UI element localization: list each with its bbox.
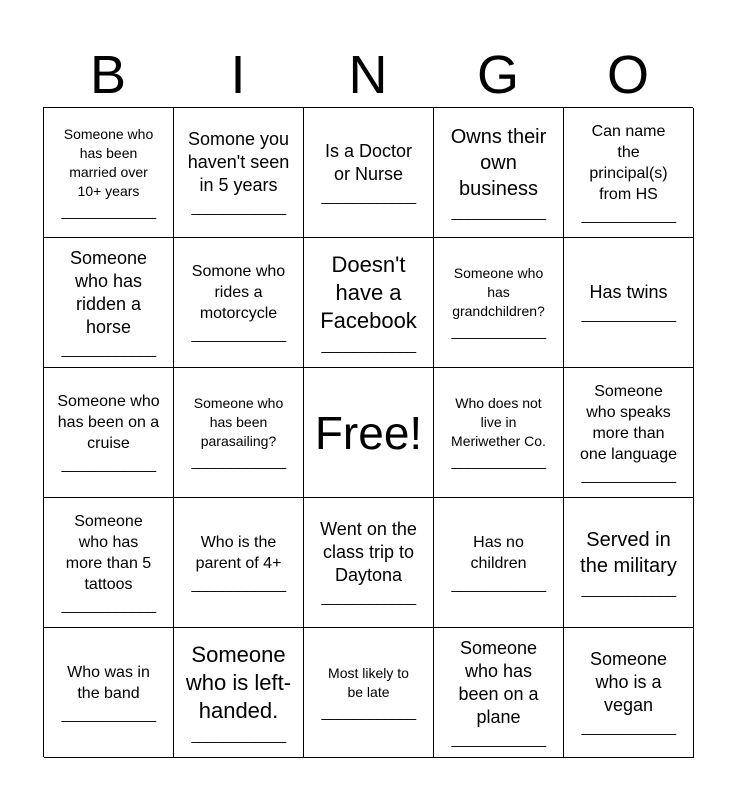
signature-line: ____________ bbox=[61, 596, 156, 614]
bingo-cell[interactable] bbox=[434, 498, 564, 628]
cell-prompt: Has twins bbox=[589, 282, 668, 302]
header-letter-i: I bbox=[230, 45, 246, 105]
cell-prompt: Someone who speaks more than one language bbox=[580, 382, 677, 463]
cell-prompt: Someone who has more than 5 tattoos bbox=[65, 512, 152, 593]
bingo-cell[interactable] bbox=[304, 498, 434, 628]
cell-prompt: Somone who rides a motorcycle bbox=[191, 263, 286, 322]
signature-line: ____________ bbox=[321, 589, 416, 606]
bingo-cell[interactable] bbox=[44, 108, 174, 238]
signature-line: ____________ bbox=[581, 306, 676, 323]
signature-line: ____________ bbox=[451, 203, 546, 221]
bingo-cell[interactable] bbox=[174, 238, 304, 368]
bingo-cell[interactable] bbox=[44, 628, 174, 758]
bingo-cell[interactable] bbox=[434, 628, 564, 758]
cell-prompt: Someone who has grandchildren? bbox=[452, 265, 545, 319]
cell-prompt: Can name the principal(s) from HS bbox=[589, 122, 668, 203]
bingo-cell[interactable] bbox=[174, 368, 304, 498]
cell-prompt: Somone you haven't seen in 5 years bbox=[187, 129, 290, 195]
cell-prompt: Who does not live in Meriwether Co. bbox=[451, 395, 546, 449]
bingo-cell[interactable] bbox=[304, 628, 434, 758]
bingo-grid bbox=[43, 107, 693, 757]
signature-line: ____________ bbox=[321, 336, 416, 354]
cell-prompt: Someone who is left- handed. bbox=[185, 641, 292, 723]
signature-line: ____________ bbox=[191, 575, 286, 593]
bingo-cell[interactable] bbox=[174, 628, 304, 758]
bingo-cell[interactable] bbox=[434, 368, 564, 498]
signature-line: ____________ bbox=[581, 580, 676, 598]
signature-line: ____________ bbox=[451, 323, 546, 340]
signature-line: ____________ bbox=[451, 453, 546, 470]
cell-prompt: Someone who has ridden a horse bbox=[69, 247, 148, 337]
bingo-cell[interactable] bbox=[44, 238, 174, 368]
signature-line: ____________ bbox=[61, 456, 156, 473]
free-space-label: Free! bbox=[314, 406, 423, 459]
cell-prompt: Doesn't have a Facebook bbox=[320, 251, 417, 333]
signature-line: ____________ bbox=[451, 575, 546, 593]
bingo-cell[interactable] bbox=[564, 238, 694, 368]
bingo-cell[interactable] bbox=[434, 238, 564, 368]
bingo-cell[interactable] bbox=[564, 628, 694, 758]
cell-prompt: Someone who has been parasailing? bbox=[193, 395, 284, 449]
bingo-cell[interactable] bbox=[564, 368, 694, 498]
cell-prompt: Someone who is a vegan bbox=[589, 649, 668, 715]
cell-prompt: Someone who has been on a cruise bbox=[57, 393, 160, 452]
cell-prompt: Who is the parent of 4+ bbox=[195, 533, 282, 572]
header-letter-n: N bbox=[348, 45, 388, 105]
cell-prompt: Owns their own business bbox=[450, 125, 547, 200]
bingo-cell[interactable] bbox=[304, 238, 434, 368]
signature-line: ____________ bbox=[581, 206, 676, 224]
cell-prompt: Has no children bbox=[470, 533, 527, 572]
bingo-cell[interactable] bbox=[174, 498, 304, 628]
bingo-cell[interactable] bbox=[44, 368, 174, 498]
signature-line: ____________ bbox=[321, 703, 416, 721]
signature-line: ____________ bbox=[451, 730, 546, 748]
signature-line: ____________ bbox=[191, 726, 286, 744]
cell-prompt: Is a Doctor or Nurse bbox=[324, 140, 413, 184]
bingo-cell[interactable] bbox=[564, 108, 694, 238]
cell-prompt: Who was in the band bbox=[67, 663, 150, 702]
bingo-cell[interactable] bbox=[174, 108, 304, 238]
signature-line: ____________ bbox=[191, 199, 286, 216]
signature-line: ____________ bbox=[581, 719, 676, 736]
cell-prompt: Served in the military bbox=[580, 528, 677, 577]
cell-prompt: Someone who has been on a plane bbox=[458, 637, 539, 727]
bingo-cell[interactable] bbox=[44, 498, 174, 628]
header-letter-g: G bbox=[476, 45, 519, 105]
signature-line: ____________ bbox=[191, 326, 286, 343]
signature-line: ____________ bbox=[321, 187, 416, 205]
bingo-cell[interactable] bbox=[304, 108, 434, 238]
signature-line: ____________ bbox=[61, 340, 156, 358]
free-space-cell[interactable] bbox=[304, 368, 434, 498]
header-letter-o: O bbox=[606, 45, 649, 105]
signature-line: ____________ bbox=[581, 466, 676, 484]
header-letter-b: B bbox=[89, 45, 127, 105]
signature-line: ____________ bbox=[61, 705, 156, 723]
cell-prompt: Went on the class trip to Daytona bbox=[320, 519, 417, 585]
signature-line: ____________ bbox=[61, 202, 156, 220]
cell-prompt: Someone who has been married over 10+ years bbox=[63, 125, 154, 199]
signature-line: ____________ bbox=[191, 453, 286, 470]
bingo-cell[interactable] bbox=[434, 108, 564, 238]
cell-prompt: Most likely to be late bbox=[328, 664, 409, 700]
bingo-cell[interactable] bbox=[564, 498, 694, 628]
bingo-header bbox=[43, 44, 693, 106]
